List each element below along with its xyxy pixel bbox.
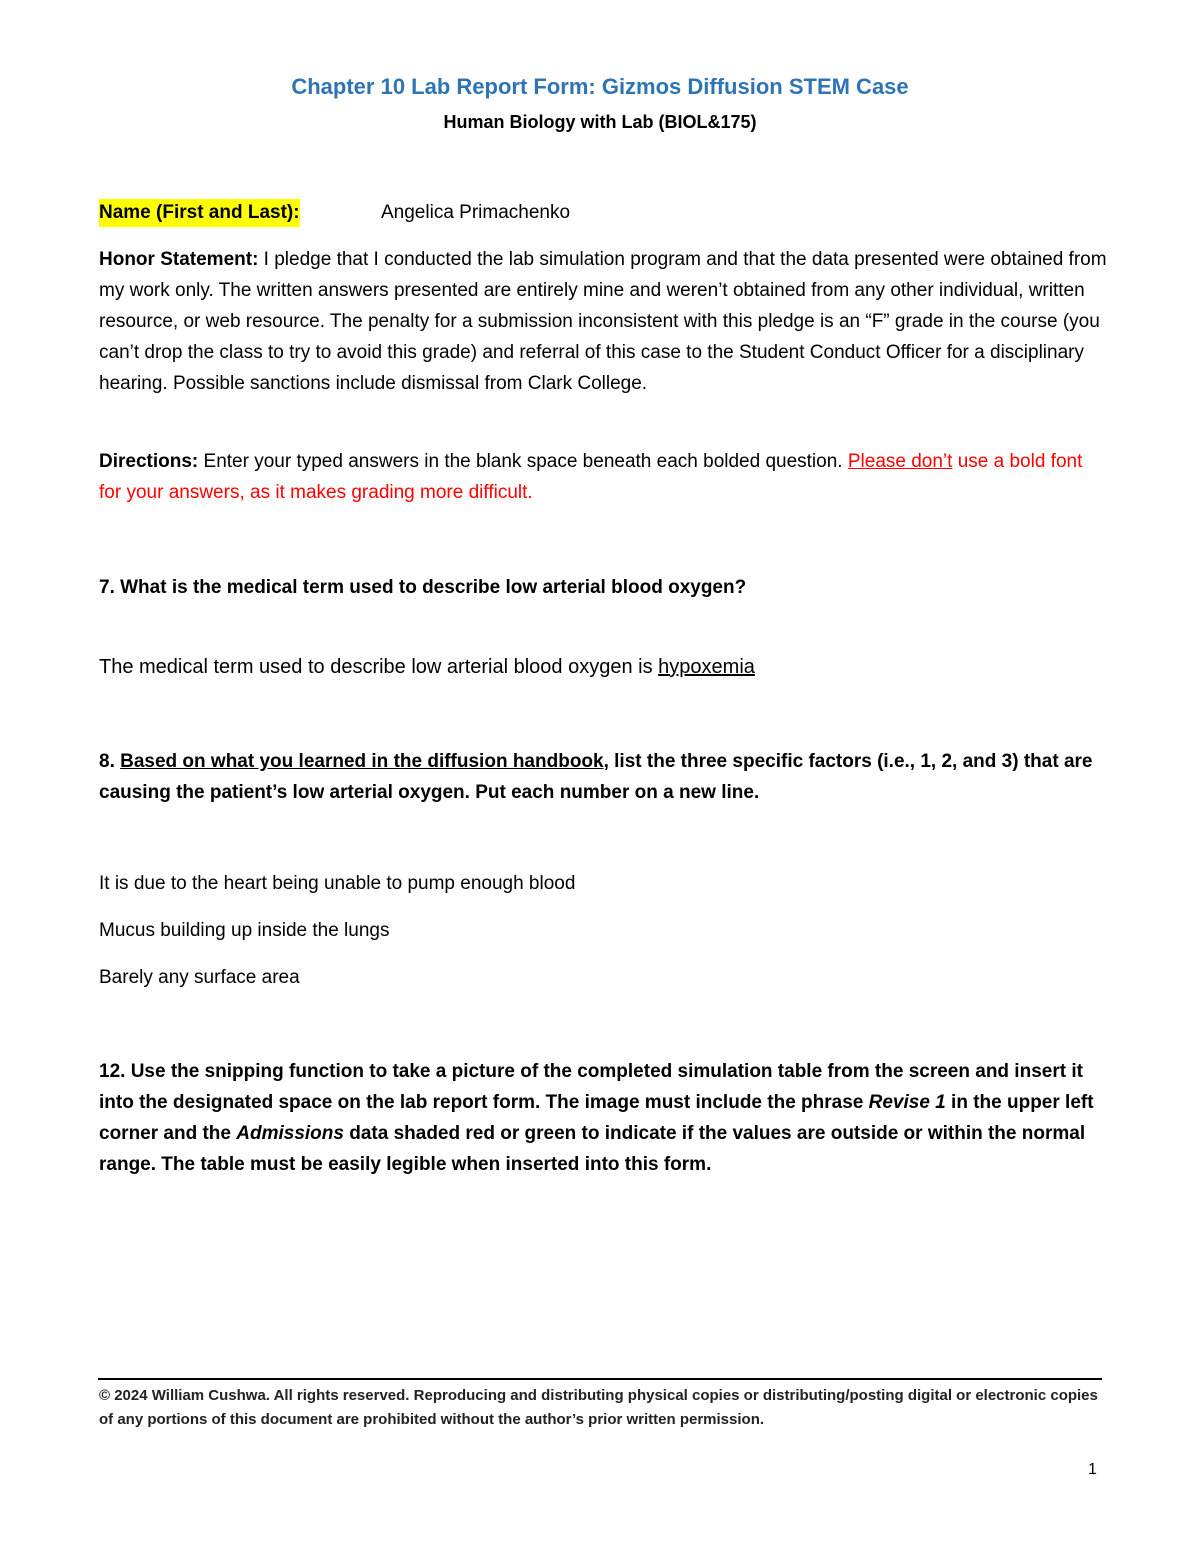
- answer-7: [99, 652, 755, 682]
- document-subtitle: Human Biology with Lab (BIOL&175): [443, 112, 757, 132]
- document-title: Chapter 10 Lab Report Form: Gizmos Diffusion STEM Case: [291, 74, 909, 99]
- answer-7-term: hypoxemia: [658, 656, 755, 678]
- question-8: [99, 746, 1109, 808]
- footer-divider: [98, 1378, 1102, 1380]
- honor-text: I pledge that I conducted the lab simulation program and that the data presented were obtained from my work only. The written answers presented are entirely mine and weren’t obtained from any other individual, written resource, or web resource. The penalty for a submission inconsistent with this pledge is an “F” grade in the course (you can’t drop the class to try to avoid this grade) and referral of this case to the Student Conduct Officer for a disciplinary hearing. Possible sanctions include dismissal from Clark College.: [99, 249, 1107, 394]
- question-12-part-1: 12. Use the snipping function to take a picture of the completed simulation table from the screen and insert it into the designated space on the lab report form. The image must include the phrase: [99, 1061, 1083, 1113]
- answer-8-line-3: Barely any surface area: [99, 967, 300, 988]
- page-number: 1: [1088, 1461, 1097, 1478]
- directions-warning-rest: use a bold font for your answers, as it makes grading more difficult.: [99, 451, 1083, 503]
- answer-7-prefix: The medical term used to describe low arterial blood oxygen is: [99, 656, 659, 678]
- answer-8-line-1: It is due to the heart being unable to pump enough blood: [99, 873, 576, 894]
- question-12-italic-revise: Revise 1: [868, 1092, 946, 1113]
- name-value: Angelica Primachenko: [381, 202, 571, 223]
- directions-text: Enter your typed answers in the blank space beneath each bolded question.: [198, 451, 848, 472]
- honor-statement: [99, 244, 1109, 399]
- directions: [99, 446, 1109, 508]
- honor-label: Honor Statement:: [99, 249, 259, 270]
- question-8-rest: list the three specific factors (i.e., 1, 2, and 3) that are causing the patient’s low arterial oxygen. Put each number on a new line.: [99, 751, 1093, 803]
- question-7: 7. What is the medical term used to describe low arterial blood oxygen?: [99, 577, 747, 598]
- name-label: Name (First and Last):: [99, 199, 300, 227]
- footer-copyright: © 2024 William Cushwa. All rights reserved. Reproducing and distributing physical copies or distributing/posting digital or electronic copies of any portions of this document are prohibited without the author’s prior written permission.: [99, 1387, 1098, 1428]
- directions-label: Directions:: [99, 451, 199, 472]
- answer-8-line-2: Mucus building up inside the lungs: [99, 920, 390, 941]
- question-8-underlined: Based on what you learned in the diffusion handbook,: [120, 751, 609, 772]
- question-8-number: 8.: [99, 751, 121, 772]
- question-12-part-3: data shaded red or green to indicate if the values are outside or within the normal range. The table must be easily legible when inserted into this form.: [99, 1123, 1086, 1175]
- directions-warning-underlined: Please don’t: [847, 451, 953, 472]
- question-12-italic-admissions: Admissions: [236, 1123, 344, 1144]
- question-12-part-2: in the upper left corner and the: [99, 1092, 1094, 1144]
- question-12: [99, 1056, 1109, 1180]
